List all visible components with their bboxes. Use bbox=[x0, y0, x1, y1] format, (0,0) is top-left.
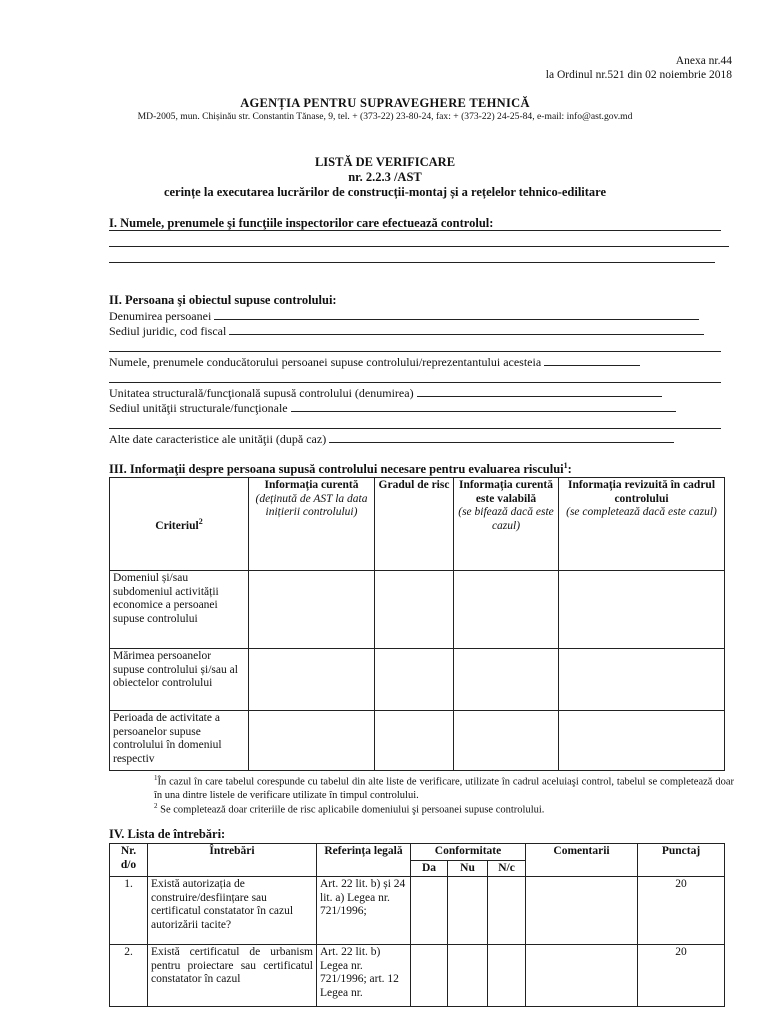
cell-info-curenta[interactable] bbox=[249, 649, 375, 711]
cell-comentarii[interactable] bbox=[526, 877, 638, 945]
title-line-3: cerințe la executarea lucrărilor de construcții-montaj și a rețelelor tehnico-edilitare bbox=[163, 185, 607, 199]
table-row bbox=[110, 711, 725, 771]
col-valabila-title: Informația curentă este valabilă bbox=[458, 479, 553, 505]
questions-table bbox=[109, 843, 725, 1007]
cell-grad-risc[interactable] bbox=[375, 649, 454, 711]
col-comentarii: Comentarii bbox=[526, 844, 638, 877]
question-referinta: Art. 22 lit. b) Legea nr. 721/1996; art. 12 Legea nr. bbox=[317, 945, 411, 1007]
section-3-title-text: III. Informaţii despre persoana supusă controlului necesare pentru evaluarea riscului bbox=[109, 462, 564, 477]
footnote-2-marker: 2 bbox=[154, 802, 158, 810]
field-sediul-unitatii-label: Sediul unităţii structurale/funcţionale bbox=[109, 401, 288, 415]
field-denumirea-input[interactable] bbox=[214, 308, 699, 320]
col-criteriul-text: Criteriul bbox=[155, 519, 199, 532]
col-valabila bbox=[454, 478, 559, 571]
col-conformitate: Conformitate bbox=[411, 844, 526, 861]
cell-nu[interactable] bbox=[448, 877, 488, 945]
criteriu-marimea: Mărimea persoanelor supuse controlului și/sau al obiectelor controlului bbox=[110, 649, 249, 711]
risk-info-table bbox=[109, 477, 725, 771]
col-info-curenta bbox=[249, 478, 375, 571]
col-da: Da bbox=[411, 860, 448, 877]
footnote-1 bbox=[154, 772, 734, 802]
cell-info-curenta[interactable] bbox=[249, 711, 375, 771]
annex-number: Anexa nr.44 bbox=[675, 55, 732, 67]
col-info-curenta-note: (deținută de AST la data inițierii controlului) bbox=[255, 492, 368, 518]
cell-da[interactable] bbox=[411, 945, 448, 1007]
question-punctaj: 20 bbox=[638, 945, 725, 1007]
field-sediul-label: Sediul juridic, cod fiscal bbox=[109, 324, 227, 338]
footnote-2 bbox=[154, 800, 734, 817]
field-alte-date bbox=[109, 431, 729, 447]
field-unitatea-label: Unitatea structurală/funcţională supusă controlului (denumirea) bbox=[109, 386, 414, 400]
inspectors-line-3[interactable] bbox=[109, 262, 715, 263]
table-row bbox=[110, 571, 725, 649]
field-conducator-line-2[interactable] bbox=[109, 382, 721, 383]
field-sediul-unitatii bbox=[109, 400, 729, 416]
field-sediul-unitatii-line-2[interactable] bbox=[109, 428, 721, 429]
col-valabila-note: (se bifează dacă este cazul) bbox=[458, 506, 554, 532]
cell-revizuita[interactable] bbox=[559, 711, 725, 771]
field-alte-date-label: Alte date caracteristice ale unităţii (după caz) bbox=[109, 432, 327, 446]
cell-nu[interactable] bbox=[448, 945, 488, 1007]
question-text: Există autorizația de construire/desființare sau certificatul constatator în cazul autorizării tacite? bbox=[148, 877, 317, 945]
table-row bbox=[110, 945, 725, 1007]
field-conducator bbox=[109, 354, 729, 370]
cell-comentarii[interactable] bbox=[526, 945, 638, 1007]
cell-revizuita[interactable] bbox=[559, 649, 725, 711]
agency-address: MD-2005, mun. Chișinău str. Constantin Tănase, 9, tel. + (373-22) 23-80-24, fax: + (373-22) 24-25-84, e-mail: info@ast.gov.md bbox=[137, 111, 633, 122]
cell-revizuita[interactable] bbox=[559, 571, 725, 649]
footnote-1-text: În cazul în care tabelul corespunde cu tabelul din alte liste de verificare, utilizate în cadrul aceluiaşi control, tabelul se completează doar în una dintre listele de verificare utilizate în timpul controlului. bbox=[154, 776, 734, 801]
cell-valabila[interactable] bbox=[454, 649, 559, 711]
title-line-1: LISTĂ DE VERIFICARE bbox=[314, 155, 456, 169]
criteriu-perioada: Perioada de activitate a persoanelor supuse controlului în domeniul respectiv bbox=[110, 711, 249, 771]
field-conducator-label: Numele, prenumele conducătorului persoanei supuse controlului/reprezentantului acesteia bbox=[109, 355, 542, 369]
col-revizuita bbox=[559, 478, 725, 571]
col-revizuita-title: Informația revizuită în cadrul controlului bbox=[567, 479, 716, 505]
field-unitatea-input[interactable] bbox=[417, 385, 662, 397]
question-nr: 2. bbox=[110, 945, 148, 1007]
cell-nc[interactable] bbox=[488, 945, 526, 1007]
cell-valabila[interactable] bbox=[454, 571, 559, 649]
field-sediul-unitatii-input[interactable] bbox=[291, 400, 676, 412]
inspectors-line-2[interactable] bbox=[109, 246, 729, 247]
section-4-title: IV. Lista de întrebări: bbox=[109, 827, 226, 841]
inspectors-line-1[interactable] bbox=[109, 230, 721, 231]
section-1-title: I. Numele, prenumele şi funcţiile inspectorilor care efectuează controlul: bbox=[109, 216, 494, 230]
title-line-2: nr. 2.2.3 /AST bbox=[348, 170, 422, 184]
field-denumirea-label: Denumirea persoanei bbox=[109, 309, 212, 323]
col-info-curenta-title: Informația curentă bbox=[264, 479, 359, 491]
field-sediul-line-2[interactable] bbox=[109, 351, 721, 352]
field-alte-date-input[interactable] bbox=[329, 431, 674, 443]
col-criteriul-footnote-ref: 2 bbox=[198, 516, 203, 526]
footnote-1-marker: 1 bbox=[154, 774, 158, 782]
agency-name: AGENȚIA PENTRU SUPRAVEGHERE TEHNICĂ bbox=[240, 96, 530, 110]
field-sediul bbox=[109, 323, 729, 339]
footnote-2-text: Se completează doar criteriile de risc aplicabile domeniului şi persoanei supuse controlului. bbox=[160, 804, 545, 816]
question-referinta: Art. 22 lit. b) și 24 lit. a) Legea nr. 721/1996; bbox=[317, 877, 411, 945]
cell-grad-risc[interactable] bbox=[375, 711, 454, 771]
table-row bbox=[110, 877, 725, 945]
question-nr: 1. bbox=[110, 877, 148, 945]
col-nr: Nr. d/o bbox=[110, 844, 148, 877]
question-punctaj: 20 bbox=[638, 877, 725, 945]
col-nu: Nu bbox=[448, 860, 488, 877]
section-3-title bbox=[109, 461, 572, 477]
cell-nc[interactable] bbox=[488, 877, 526, 945]
annex-order: la Ordinul nr.521 din 02 noiembrie 2018 bbox=[545, 69, 732, 81]
field-conducator-input[interactable] bbox=[544, 354, 640, 366]
cell-info-curenta[interactable] bbox=[249, 571, 375, 649]
col-criteriul bbox=[110, 478, 249, 571]
field-unitatea bbox=[109, 385, 729, 401]
risk-table-header bbox=[110, 478, 725, 571]
section-3-title-footnote-ref: 1 bbox=[563, 461, 568, 470]
col-revizuita-note: (se completează dacă este cazul) bbox=[566, 506, 717, 518]
section-3-title-colon: : bbox=[567, 462, 572, 477]
question-text: Există certificatul de urbanism pentru proiectare sau certificatul constatator în cazul bbox=[148, 945, 317, 1007]
cell-valabila[interactable] bbox=[454, 711, 559, 771]
document-title bbox=[0, 155, 770, 200]
table-row bbox=[110, 649, 725, 711]
cell-grad-risc[interactable] bbox=[375, 571, 454, 649]
questions-header-row-1 bbox=[110, 844, 725, 861]
col-gradul-risc: Gradul de risc bbox=[375, 478, 454, 571]
cell-da[interactable] bbox=[411, 877, 448, 945]
annex-reference bbox=[546, 54, 732, 82]
col-intrebari: Întrebări bbox=[148, 844, 317, 877]
section-2-title: II. Persoana şi obiectul supuse controlului: bbox=[109, 293, 337, 307]
field-denumirea bbox=[109, 308, 729, 324]
col-referinta: Referința legală bbox=[317, 844, 411, 877]
col-punctaj: Punctaj bbox=[638, 844, 725, 877]
field-sediul-input[interactable] bbox=[229, 323, 704, 335]
col-nc: N/c bbox=[488, 860, 526, 877]
criteriu-domeniul: Domeniul și/sau subdomeniul activității economice a persoanei supuse controlului bbox=[110, 571, 249, 649]
